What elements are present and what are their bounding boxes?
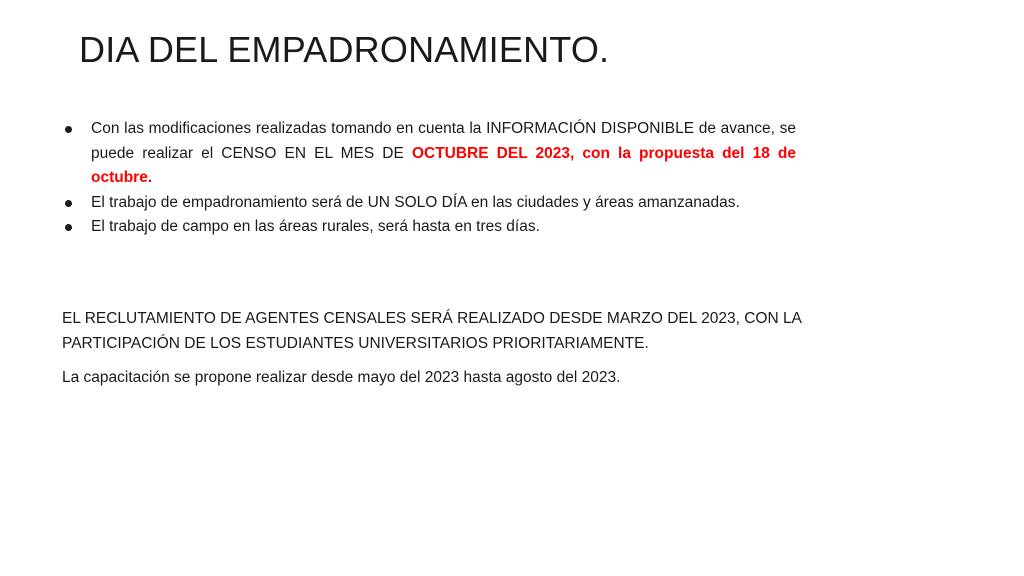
bullet-text: Con las modificaciones realizadas tomando en cuenta la INFORMACIÓN DISPONIBLE de avance, se puede realizar el CENSO EN EL MES DE — [91, 120, 796, 162]
bullet-dot-icon — [65, 224, 72, 231]
slide-title: DIA DEL EMPADRONAMIENTO. — [79, 29, 610, 70]
bullet-text: El trabajo de campo en las áreas rurales, será hasta en tres días. — [91, 218, 540, 235]
bullet-item — [62, 215, 796, 240]
bullet-item — [62, 191, 796, 216]
recruitment-paragraph: EL RECLUTAMIENTO DE AGENTES CENSALES SERÁ REALIZADO DESDE MARZO DEL 2023, CON LA PARTICIPACIÓN DE LOS ESTUDIANTES UNIVERSITARIOS PRIORITARIAMENTE. — [62, 310, 802, 352]
training-paragraph: La capacitación se propone realizar desde mayo del 2023 hasta agosto del 2023. — [62, 369, 621, 386]
bullet-highlight: OCTUBRE DEL 2023, con la propuesta del 18 de octubre. — [91, 144, 796, 186]
bullet-text: El trabajo de empadronamiento será de UN SOLO DÍA en las ciudades y áreas amanzanadas. — [91, 193, 740, 211]
bullet-list — [62, 117, 796, 240]
bullet-dot-icon — [65, 200, 72, 207]
bullet-dot-icon — [65, 126, 72, 133]
bullet-item — [62, 117, 796, 191]
